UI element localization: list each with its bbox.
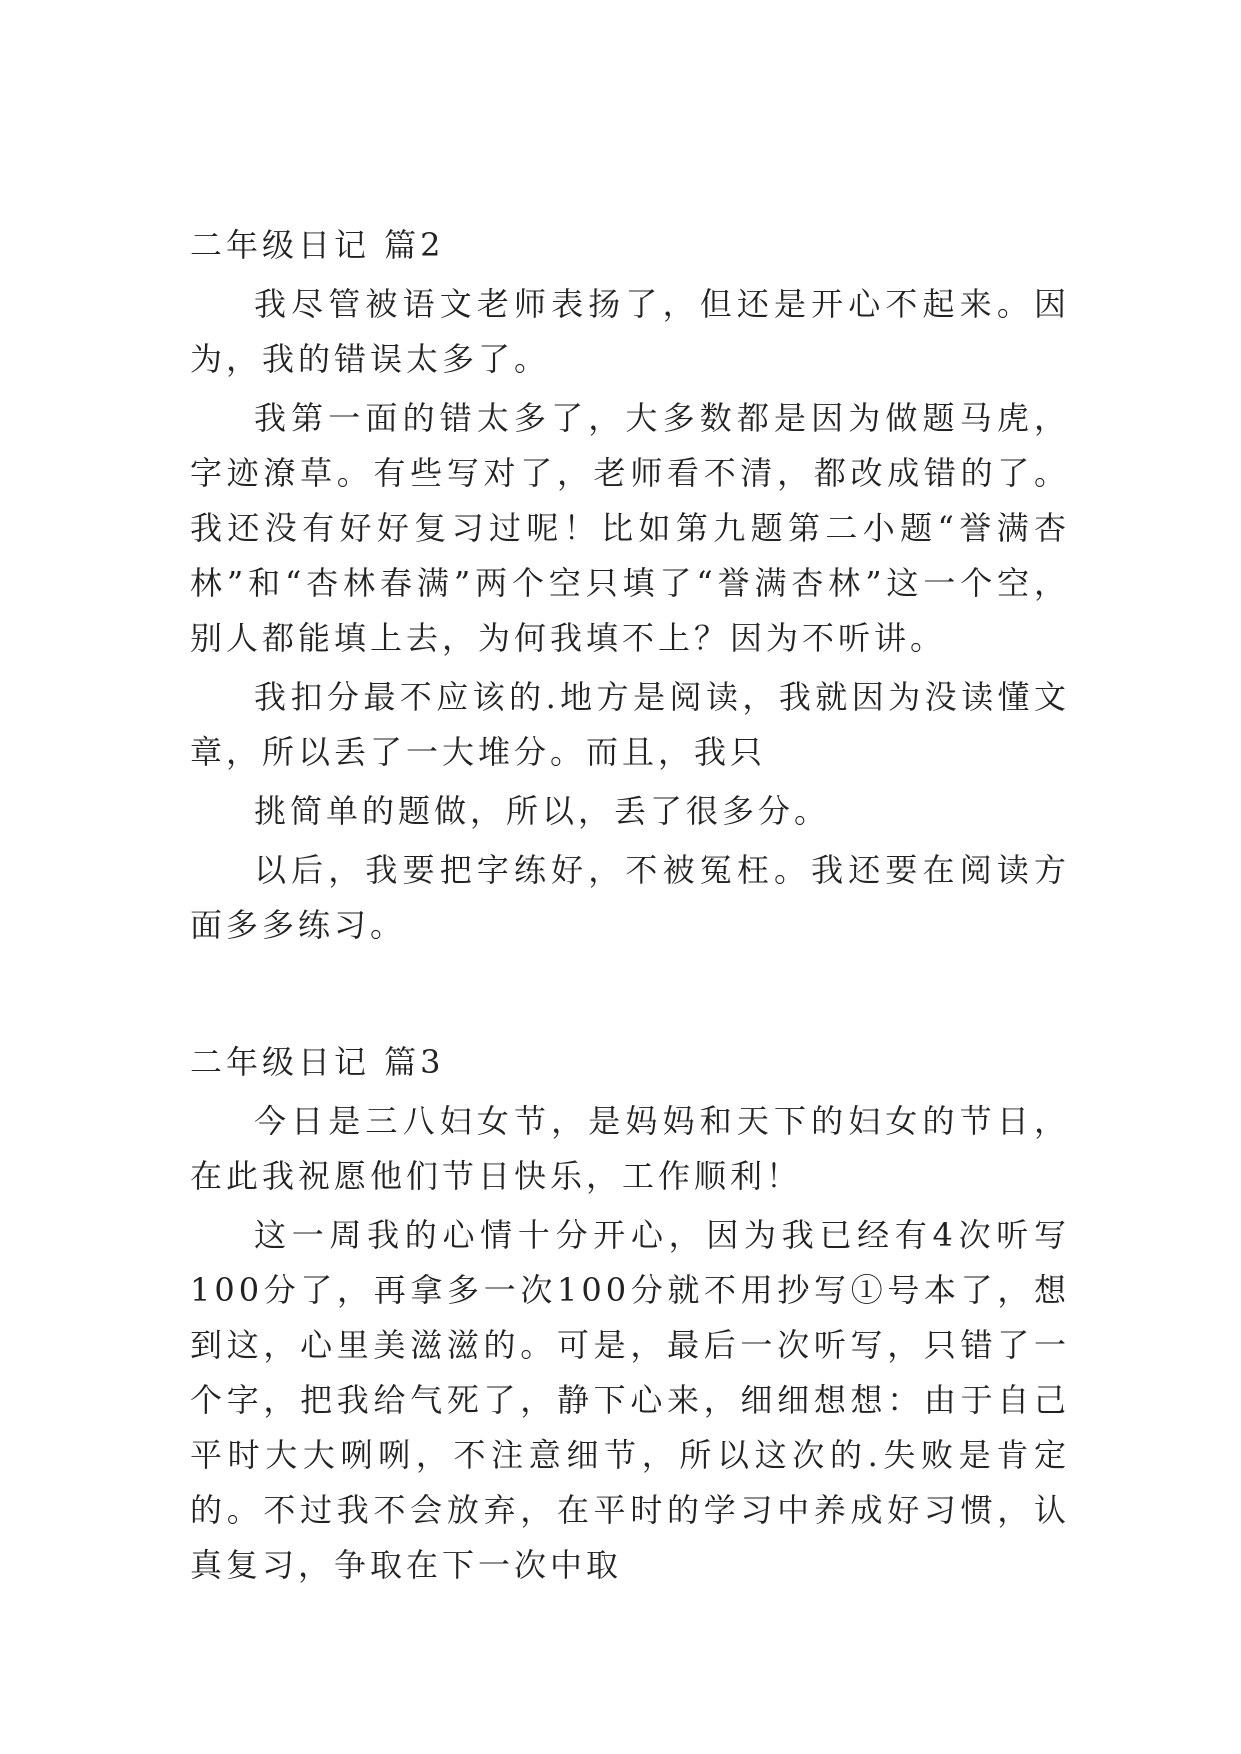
document-body	[190, 218, 1070, 1597]
paragraph: 以后，我要把字练好，不被冤枉。我还要在阅读方面多多练习。	[190, 851, 1070, 944]
paragraph: 我扣分最不应该的.地方是阅读，我就因为没读懂文章，所以丢了一大堆分。而且，我只	[190, 678, 1070, 771]
paragraph: 我尽管被语文老师表扬了，但还是开心不起来。因为，我的错误太多了。	[190, 285, 1070, 378]
paragraph: 我第一面的错太多了，大多数都是因为做题马虎，字迹潦草。有些写对了，老师看不清，都改成错的了。我还没有好好复习过呢！比如第九题第二小题“誉满杏林”和“杏林春满”两个空只填了“誉满杏林”这一个空，别人都能填上去，为何我填不上？因为不听讲。	[190, 399, 1070, 657]
entry-title: 二年级日记 篇2	[190, 226, 445, 264]
paragraph: 挑简单的题做，所以，丢了很多分。	[254, 792, 831, 830]
diary-entry-3	[190, 1035, 1070, 1593]
paragraph: 今日是三八妇女节，是妈妈和天下的妇女的节日，在此我祝愿他们节日快乐，工作顺利！	[190, 1102, 1070, 1195]
diary-entry-2	[190, 218, 1070, 953]
paragraph: 这一周我的心情十分开心，因为我已经有4次听写100分了，再拿多一次100分就不用抄写①号本了，想到这，心里美滋滋的。可是，最后一次听写，只错了一个字，把我给气死了，静下心来，细细想想：由于自己平时大大咧咧，不注意细节，所以这次的.失败是肯定的。不过我不会放弃，在平时的学习中养成好习惯，认真复习，争取在下一次中取	[190, 1216, 1070, 1584]
entry-title: 二年级日记 篇3	[190, 1043, 445, 1081]
